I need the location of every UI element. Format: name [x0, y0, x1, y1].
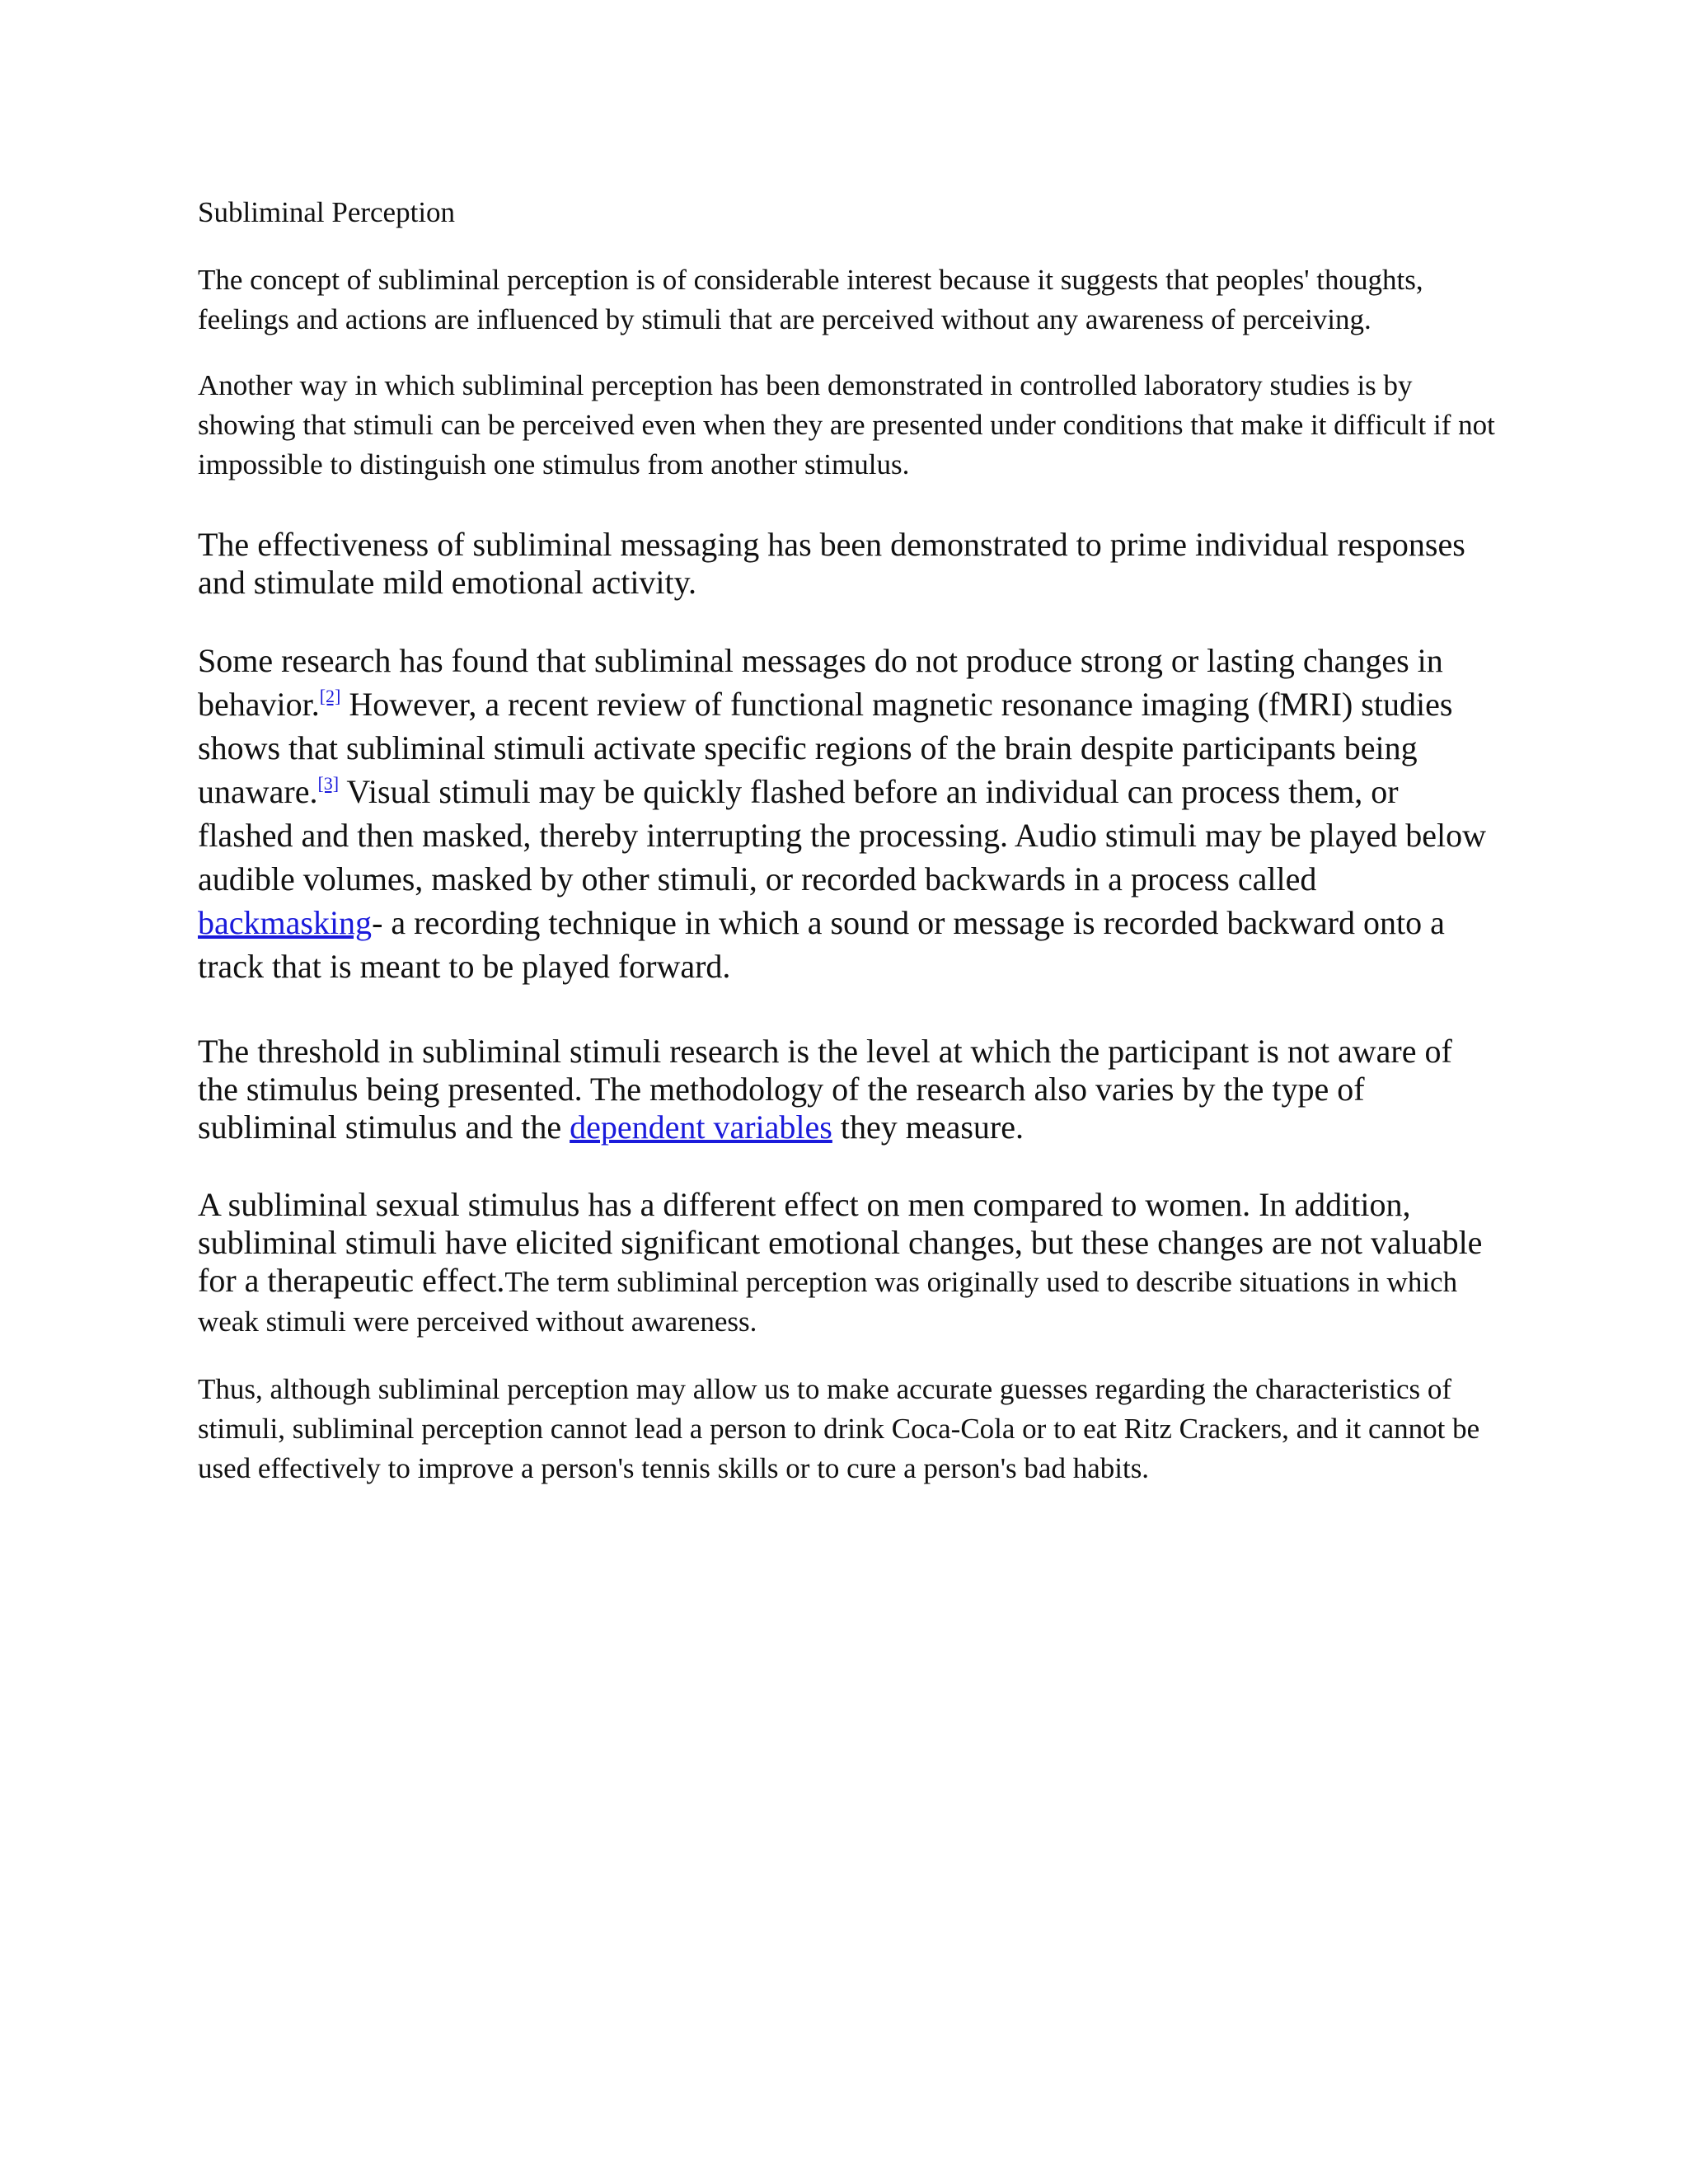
citation-link-2[interactable]: [2] — [319, 686, 341, 706]
research-text-3: Visual stimuli may be quickly flashed before an individual can process them, or flashed and then masked, thereby interrupting the processing. Audio stimuli may be played below audible volumes, masked by other stimuli, or recorded backwards in a process called — [198, 773, 1486, 898]
threshold-text-1: The threshold in subliminal stimuli research is the level at which the participant is not aware of the stimulus being presented. The methodology of the research also varies by the type of subliminal stimulus and the — [198, 1033, 1452, 1146]
document-title: Subliminal Perception — [198, 196, 456, 228]
research-text-1: Some research has found that subliminal messages do not produce strong or lasting changes in behavior. — [198, 642, 1443, 723]
paragraph-effectiveness: The effectiveness of subliminal messaging has been demonstrated to prime individual responses and stimulate mild emotional activity. — [198, 526, 1465, 601]
paragraph-another-way: Another way in which subliminal perception has been demonstrated in controlled laboratory studies is by showing that stimuli can be perceived even when they are presented under conditions that make it difficult if not impossible to distinguish one stimulus from another stimulus. — [198, 369, 1495, 480]
citation-link-3[interactable]: [3] — [317, 773, 340, 794]
paragraph-conclusion: Thus, although subliminal perception may allow us to make accurate guesses regarding the characteristics of stimuli, subliminal perception cannot lead a person to drink Coca-Cola or to eat Ritz Crackers, and it cannot be used effectively to improve a person's tennis skills or to cure a person's bad habits. — [198, 1373, 1480, 1484]
paragraph-threshold — [198, 1033, 1500, 1146]
research-text-2: However, a recent review of functional magnetic resonance imaging (fMRI) studies shows that subliminal stimuli activate specific regions of the brain despite participants being unaware. — [198, 686, 1453, 810]
term-origin-text: The term subliminal perception was originally used to describe situations in which weak stimuli were perceived without awareness. — [198, 1266, 1458, 1338]
paragraph-research — [198, 639, 1500, 988]
backmasking-link[interactable]: backmasking — [198, 904, 373, 941]
sexual-stimulus-text: A subliminal sexual stimulus has a different effect on men compared to women. In addition, subliminal stimuli have elicited significant emotional changes, but these changes are not valuable for a therapeutic effect. — [198, 1186, 1483, 1299]
dependent-variables-link[interactable]: dependent variables — [570, 1108, 832, 1146]
paragraph-concept: The concept of subliminal perception is of considerable interest because it suggests that peoples' thoughts, feelings and actions are influenced by stimuli that are perceived without any awareness of perceiving. — [198, 264, 1423, 335]
threshold-text-2: they measure. — [832, 1108, 1024, 1146]
research-text-4: - a recording technique in which a sound or message is recorded backward onto a track that is meant to be played forward. — [198, 904, 1445, 985]
paragraph-sexual-stimulus — [198, 1186, 1500, 1341]
